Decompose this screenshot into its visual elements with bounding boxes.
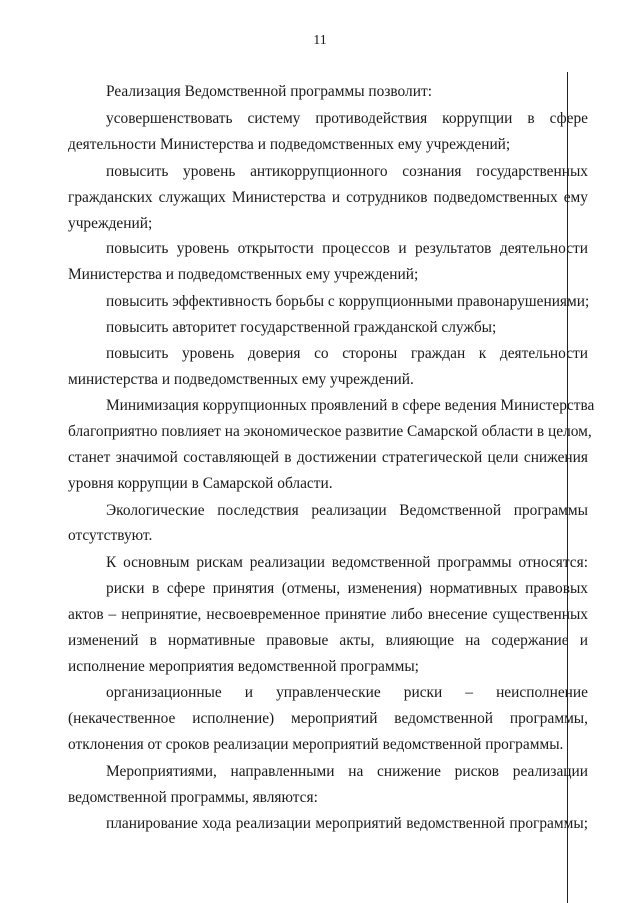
text-line: (некачественное исполнение) мероприятий ведомственной программы, [68,710,588,727]
text-line: Реализация Ведомственной программы позволит: [106,83,432,100]
text-line: гражданских служащих Министерства и сотрудников подведомственных ему [68,189,588,206]
text-line: актов – непринятие, несвоевременное принятие либо внесение существенных [68,606,588,623]
text-line: повысить авторитет государственной гражданской службы; [106,319,497,336]
text-line: учреждений; [68,215,153,232]
text-line: повысить уровень доверия со стороны граждан к деятельности [106,345,588,362]
text-line: повысить эффективность борьбы с коррупционными правонарушениями; [106,293,590,310]
text-line: усовершенствовать систему противодействия коррупции в сфере [106,110,588,127]
text-line: исполнение мероприятия ведомственной программы; [68,658,419,675]
text-line: отсутствуют. [68,527,153,544]
text-line: Мероприятиями, направленными на снижение рисков реализации [106,763,588,780]
text-line: повысить уровень открытости процессов и результатов деятельности [106,240,588,257]
text-line: повысить уровень антикоррупционного сознания государственных [106,163,588,180]
text-line: изменений в нормативные правовые акты, влияющие на содержание и [68,632,588,649]
text-line: планирование хода реализации мероприятий ведомственной программы; [106,815,588,832]
page-number: 11 [313,33,327,48]
text-line: деятельности Министерства и подведомственных ему учреждений; [68,136,511,153]
text-line: станет значимой составляющей в достижении стратегической цели снижения [68,449,588,466]
text-line: уровня коррупции в Самарской области. [68,475,333,492]
text-line: организационные и управленческие риски – неисполнение [106,684,588,701]
text-line: риски в сфере принятия (отмены, изменения) нормативных правовых [106,580,588,597]
text-line: отклонения от сроков реализации мероприятий ведомственной программы. [68,736,564,753]
text-line: Экологические последствия реализации Ведомственной программы [106,502,588,519]
text-line: благоприятно повлияет на экономическое развитие Самарской области в целом, [68,423,592,440]
text-line: Минимизация коррупционных проявлений в сфере ведения Министерства [106,397,595,414]
text-line: Министерства и подведомственных ему учреждений; [68,266,419,283]
text-line: К основным рискам реализации ведомственной программы относятся: [106,554,588,571]
text-line: ведомственной программы, являются: [68,789,318,806]
text-line: министерства и подведомственных ему учреждений. [68,371,414,388]
